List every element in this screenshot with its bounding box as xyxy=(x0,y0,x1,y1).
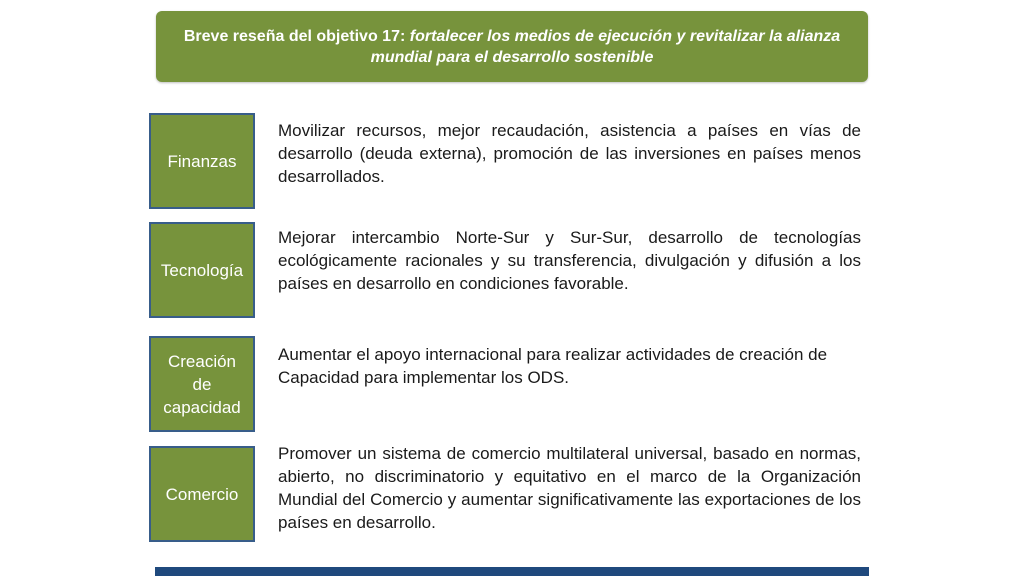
label-tecnologia-text: Tecnología xyxy=(160,260,244,280)
slide-title-banner xyxy=(156,11,868,82)
label-creacion-capacidad-text: Creación de capacidad xyxy=(163,351,241,417)
slide-title-italic: fortalecer los medios de ejecución y revitalizar la alianza mundial para el desarrollo sostenible xyxy=(370,27,841,66)
label-tecnologia xyxy=(149,222,255,318)
slide-title-bold: Breve reseña del objetivo 17: xyxy=(183,27,410,45)
slide-title xyxy=(170,26,854,68)
label-finanzas xyxy=(149,113,255,209)
label-comercio-text: Comercio xyxy=(165,484,239,504)
description-tecnologia: Mejorar intercambio Norte-Sur y Sur-Sur, desarrollo de tecnologías ecológicamente racionales y su transferencia, divulgación y difusión a los países en desarrollo en condiciones favorable. xyxy=(278,228,861,293)
description-finanzas: Movilizar recursos, mejor recaudación, asistencia a países en vías de desarrollo (deuda externa), promoción de las inversiones en países menos desarrollados. xyxy=(278,121,861,186)
footer-bar xyxy=(155,567,869,576)
description-creacion-capacidad: Aumentar el apoyo internacional para realizar actividades de creación de Capacidad para implementar los ODS. xyxy=(278,345,828,387)
description-comercio: Promover un sistema de comercio multilateral universal, basado en normas, abierto, no discriminatorio y equitativo en el marco de la Organización Mundial del Comercio y aumentar significativamente las exportaciones de los países en desarrollo. xyxy=(278,444,861,532)
label-finanzas-text: Finanzas xyxy=(167,151,237,171)
label-creacion-capacidad xyxy=(149,336,255,432)
label-comercio xyxy=(149,446,255,542)
